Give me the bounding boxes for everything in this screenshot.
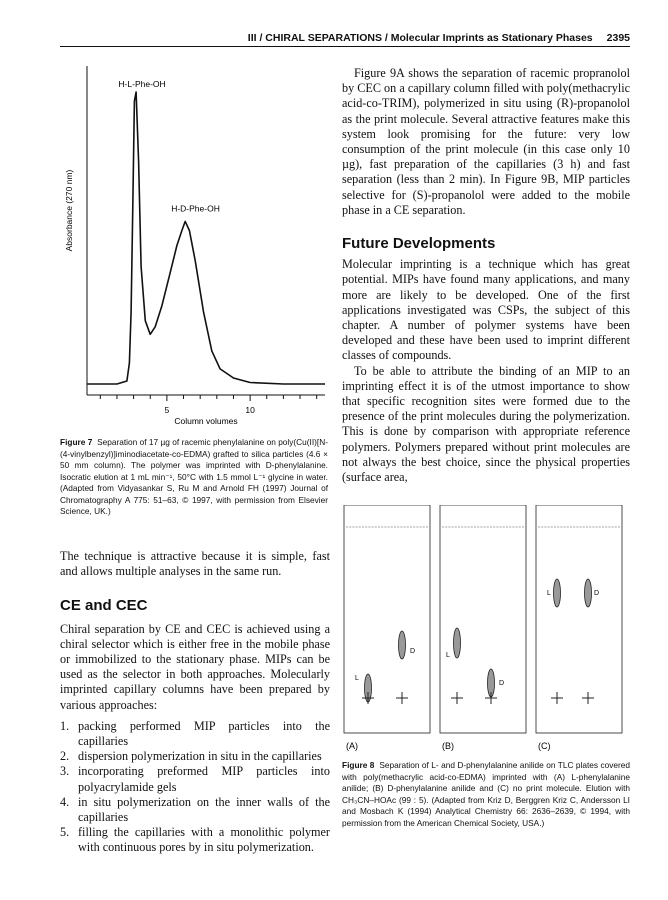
list-item-number: 3. [60,764,70,779]
figure9-paragraph: Figure 9A shows the separation of racemic propranolol by CEC on a capillary column filled with poly(methacrylic acid-co-TRIM), polymerized in situ using (R)-propanolol as the print molecule. Several attractive features make this system look promising for the future: very low consumption of the print molecule (in this case only 10 µg), fast preparation of the capillaries (3 h) and fast separation (less than 2 min). In Figure 9B, MIP particles selective for (S)-propanolol were added to the mobile phase in a CE separation. [342,66,630,217]
list-item [60,764,330,794]
list-item-text: dispersion polymerization in situ in the capillaries [78,749,322,764]
tlc-spot-b-l [454,628,461,658]
spot-label-a-l: L [355,675,359,682]
running-title: III / CHIRAL SEPARATIONS / Molecular Imprints as Stationary Phases [247,32,593,44]
tlc-plate-a [344,505,430,751]
tlc-plate-c [536,505,622,751]
figure7-caption-text: Separation of 17 µg of racemic phenylalanine on poly(Cu(II)[N-(4-vinylbenzyl)]iminodiacetate-co-EDMA) grafted to silica particles (4.6 × 50 mm column). The polymer was imprinted with D-phenylalanine. Isocratic elution at 1 mL min⁻¹, 50°C with 1.5 mmol L⁻¹ glycine in water. (Adapted from Vidyasankar S, Ru M and Arnold FH (1997) Journal of Chromatography A 775: 51–63, © 1997, with permission from Elsevier Science, UK.) [60,437,328,516]
x-tick-label: 10 [245,405,255,415]
figure7-caption [60,437,328,518]
future-paragraph-2: To be able to attribute the binding of an MIP to an imprinting effect it is of the utmost importance to show that specific recognition sites were formed due to the presence of the print molecules during the polymerization. This is done by comparison with appropriate reference polymers. Polymers prepared without print molecules are not always the best choice, since the physical properties (surface area, [342,363,630,485]
spot-label-b-l: L [446,652,450,659]
origin-mark-a-1 [362,692,374,704]
figure8-label: Figure 8 [342,760,375,770]
list-item-number: 5. [60,825,70,840]
list-item [60,749,330,764]
tlc-spot-a-d [399,631,406,659]
page-number: 2395 [606,32,630,44]
ce-cec-paragraph: Chiral separation by CE and CEC is achieved using a chiral selector which is either free in the mobile phase or immobilized to the stationary phase. MIPs can be used as the selector in both approaches. Molecularly imprinted capillary columns have been prepared by various approaches: [60,621,330,712]
chromatogram-line [87,92,325,384]
origin-mark-b-1 [451,692,463,704]
list-item [60,825,330,855]
left-column-text [60,549,330,856]
list-item-text: filling the capillaries with a monolithic polymer with continuous pores by in situ polymerization. [78,825,330,855]
methods-list [60,719,330,856]
spot-label-c-d: D [594,590,600,597]
origin-mark-a-2 [396,692,408,704]
running-header [0,32,630,44]
panel-label-b: (B) [442,741,454,751]
list-item [60,719,330,749]
intro-paragraph: The technique is attractive because it is simple, fast and allows multiple analyses in the same run. [60,549,330,579]
section-title-future: Future Developments [342,235,496,253]
list-item-number: 2. [60,749,70,764]
y-axis-label: Absorbance (270 nm) [64,169,74,252]
x-axis-label: Column volumes [174,416,238,425]
header-rule [60,46,630,47]
list-item [60,795,330,825]
figure7-chart [60,60,330,425]
spot-label-a-d: D [410,648,416,655]
list-item-number: 4. [60,794,70,809]
list-item-text: packing performed MIP particles into the capillaries [78,718,330,749]
tlc-spot-c-d [585,579,592,607]
peak-label-l-phe: H-L-Phe-OH [118,79,166,90]
origin-mark-b-2 [485,692,497,704]
list-item-text: in situ polymerization on the inner walls of the capillaries [78,794,330,825]
origin-mark-c-2 [582,692,594,704]
list-item-text: incorporating preformed MIP particles into polyacrylamide gels [78,764,330,794]
x-tick-label: 5 [164,405,170,415]
section-title-ce-cec: CE and CEC [60,597,148,615]
tlc-spot-c-l [554,579,561,607]
tlc-plate-b [440,505,526,751]
peak-label-d-phe: H-D-Phe-OH [171,203,220,214]
figure7-label: Figure 7 [60,437,93,447]
list-item-number: 1. [60,718,70,733]
figure8-caption-text: Separation of L- and D-phenylalanine anilide on TLC plates covered with poly(methacrylic acid-co-EDMA) imprinted with (A) L-phenylalanine anilide; (B) D-phenylalanine anilide and (C) no print molecule. Elution with CH₃CN–HOAc (99 : 5). (Adapted from Kriz D, Berggren Kriz C, Andersson LI and Mosbach K (1994) Analytical Chemistry 66: 2636–2639, © 1994, with permission from the American Chemical Society, USA.) [342,760,630,828]
right-column-text [342,66,630,485]
spot-label-b-d: D [499,680,505,687]
origin-mark-c-1 [551,692,563,704]
panel-label-a: (A) [346,741,358,751]
panel-label-c: (C) [538,741,551,751]
figure8-caption [342,760,630,829]
future-paragraph-1: Molecular imprinting is a technique which has great potential. MIPs have found many applications, and many more are likely to be developed. One of the first applications investigated was CSPs, the subject of this chapter. A number of polymer systems have been developed and these have been used to imprint different classes of compounds. [342,257,630,363]
spot-label-c-l: L [547,590,551,597]
figure8-tlc-plates [340,505,630,755]
